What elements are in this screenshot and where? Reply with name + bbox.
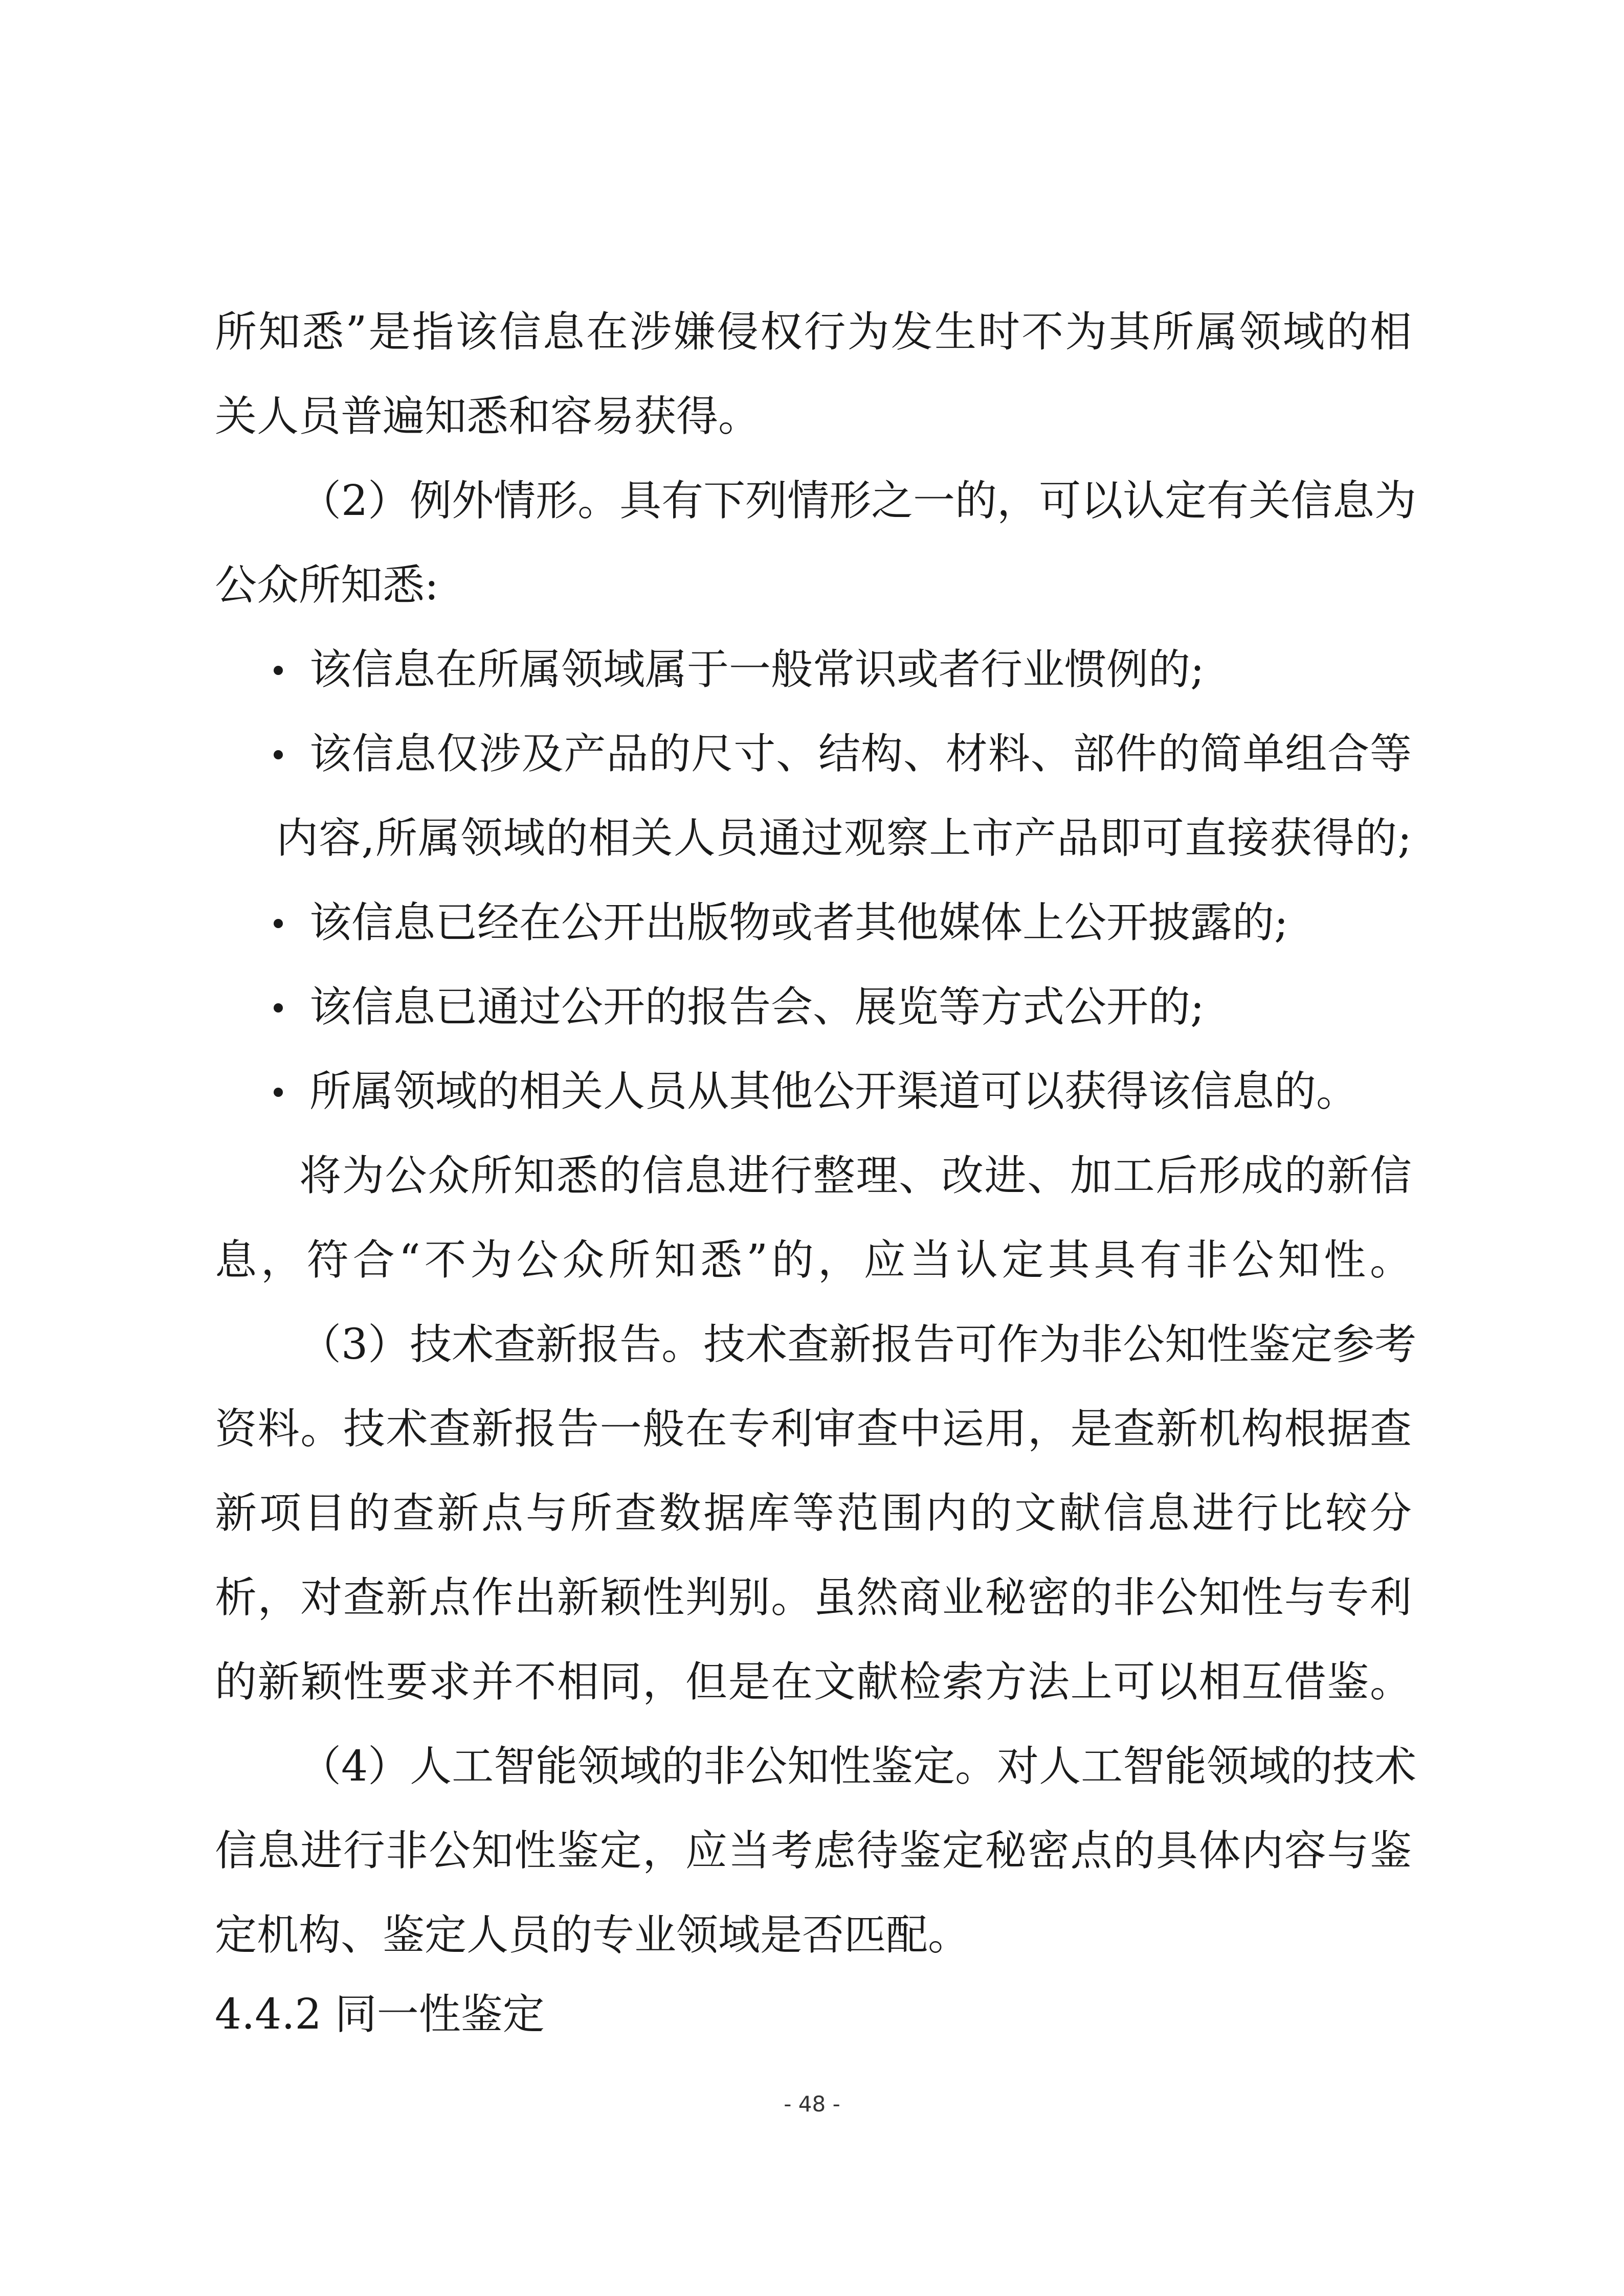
paragraph-line: 的新颖性要求并不相同，但是在文献检索方法上可以相互借鉴。 <box>215 1658 1412 1706</box>
section-heading: 4.4.2 同一性鉴定 <box>215 1990 545 2039</box>
bullet-list-item <box>263 1061 1412 1122</box>
bullet-text: 该信息在所属领域属于一般常识或者行业惯例的; <box>309 645 1205 694</box>
paragraph-line: 息，符合“不为公众所知悉”的，应当认定其具有非公知性。 <box>215 1236 1412 1285</box>
paragraph-line: （2）例外情形。具有下列情形之一的，可以认定有关信息为 <box>299 477 1417 525</box>
paragraph-line: 关人员普遍知悉和容易获得。 <box>215 392 761 441</box>
paragraph-line: 信息进行非公知性鉴定，应当考虑待鉴定秘密点的具体内容与鉴 <box>215 1827 1412 1875</box>
paragraph-line: 新项目的查新点与所查数据库等范围内的文献信息进行比较分 <box>215 1489 1412 1538</box>
paragraph-line: （3）技术查新报告。技术查新报告可作为非公知性鉴定参考 <box>299 1320 1417 1369</box>
paragraph-line: 将为公众所知悉的信息进行整理、改进、加工后形成的新信 <box>299 1152 1412 1200</box>
bullet-dot-icon <box>274 1003 283 1012</box>
bullet-list-item <box>263 639 1412 701</box>
paragraph-line: 所知悉”是指该信息在涉嫌侵权行为发生时不为其所属领域的相 <box>215 308 1412 356</box>
bullet-text: 该信息已通过公开的报告会、展览等方式公开的; <box>309 983 1205 1031</box>
bullet-text: 该信息仅涉及产品的尺寸、结构、材料、部件的简单组合等 <box>309 730 1412 778</box>
bullet-list-item <box>263 977 1412 1038</box>
bullet-text: 所属领域的相关人员从其他公开渠道可以获得该信息的。 <box>309 1067 1359 1116</box>
bullet-list-item <box>263 724 1412 785</box>
paragraph-line: （4）人工智能领域的非公知性鉴定。对人工智能领域的技术 <box>299 1742 1417 1791</box>
paragraph-line: 资料。技术查新报告一般在专利审查中运用，是查新机构根据查 <box>215 1405 1412 1453</box>
bullet-continuation: 内容,所属领域的相关人员通过观察上市产品即可直接获得的; <box>276 814 1412 863</box>
bullet-dot-icon <box>274 750 283 759</box>
bullet-text: 该信息已经在公开出版物或者其他媒体上公开披露的; <box>309 898 1288 947</box>
paragraph-line: 公众所知悉: <box>215 561 439 610</box>
page-number: - 48 - <box>784 2091 840 2117</box>
bullet-dot-icon <box>274 1088 283 1097</box>
paragraph-line: 析，对查新点作出新颖性判别。虽然商业秘密的非公知性与专利 <box>215 1573 1412 1622</box>
paragraph-line: 定机构、鉴定人员的专业领域是否匹配。 <box>215 1911 970 1960</box>
bullet-dot-icon <box>274 919 283 928</box>
bullet-list-item <box>263 892 1412 954</box>
bullet-dot-icon <box>274 666 283 675</box>
